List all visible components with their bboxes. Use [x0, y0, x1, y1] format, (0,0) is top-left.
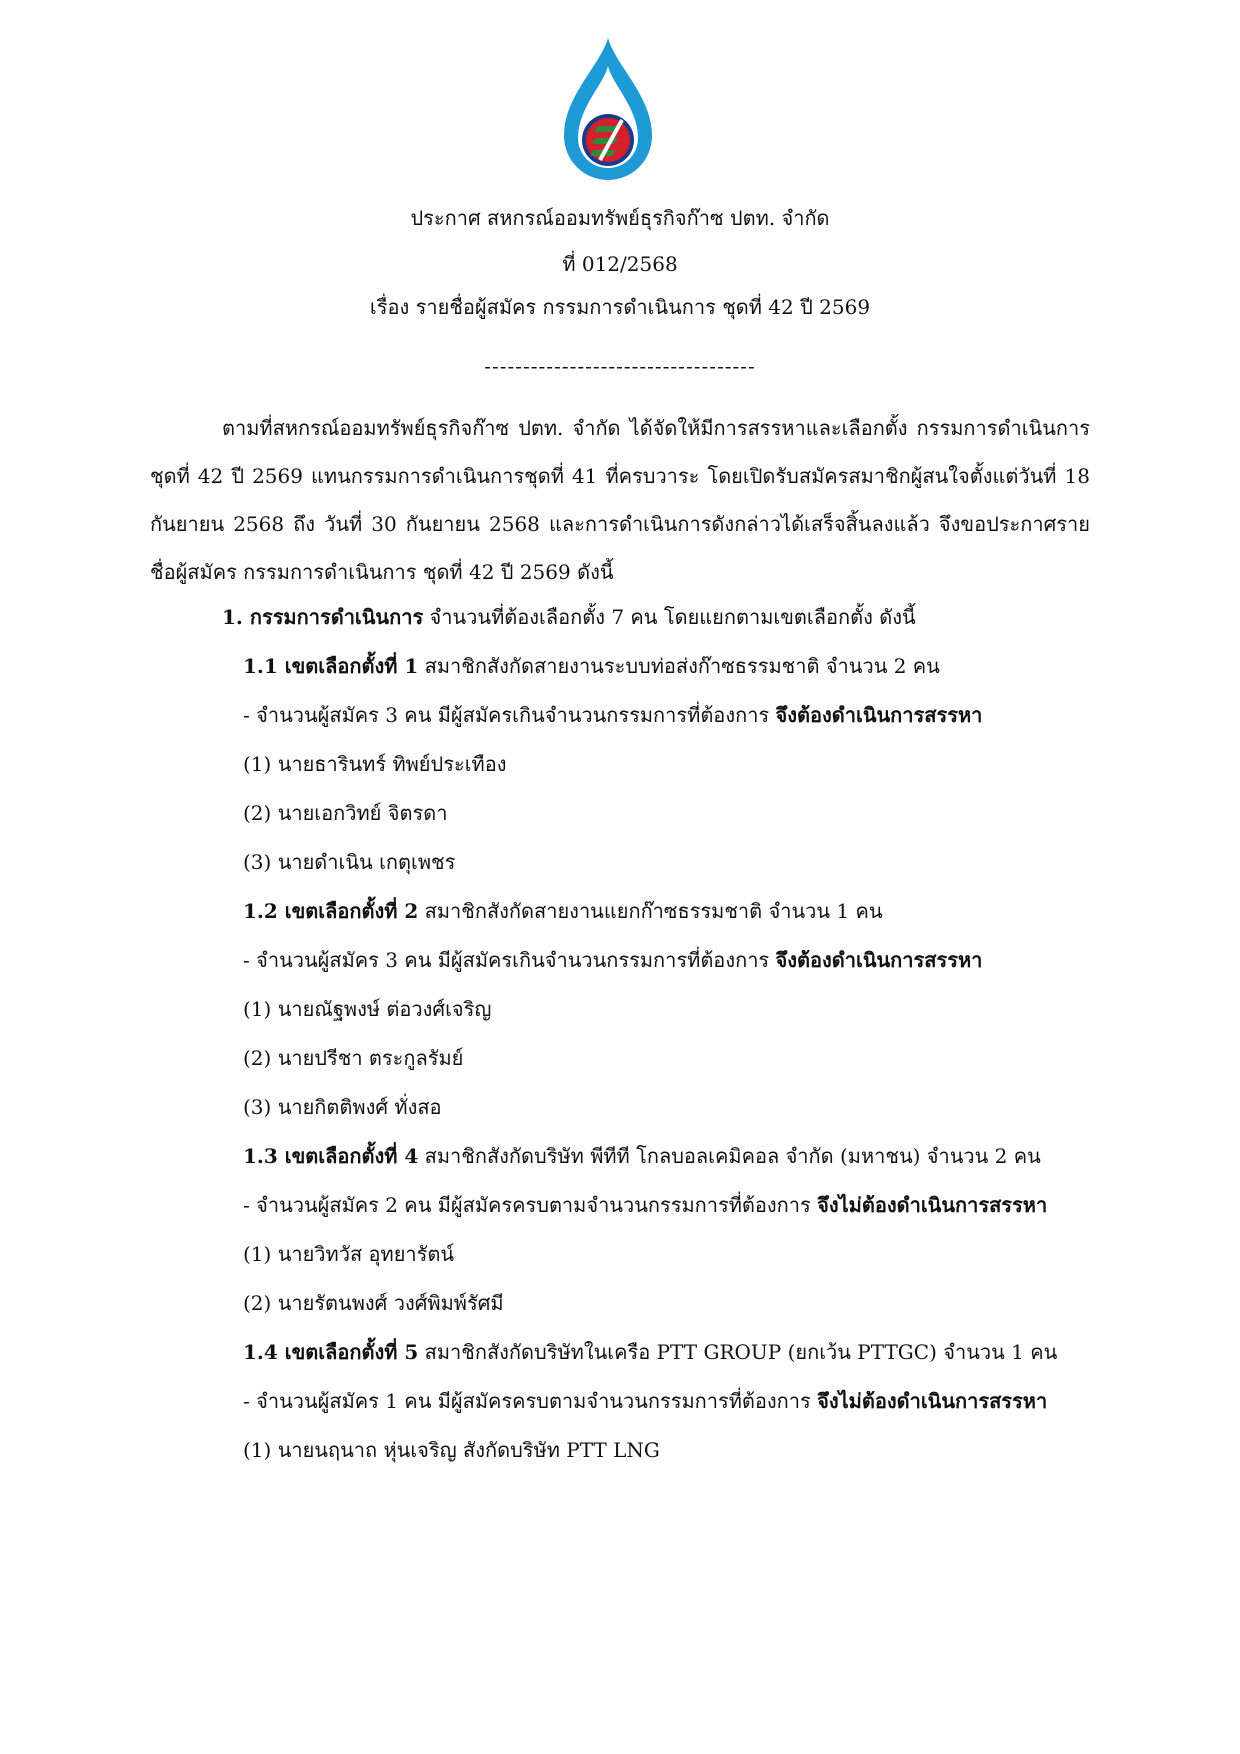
zone-2-status-text: - จำนวนผู้สมัคร 3 คน มีผู้สมัครเกินจำนวนกรรมการที่ต้องการ [243, 948, 776, 972]
zone-1-status-text: - จำนวนผู้สมัคร 3 คน มีผู้สมัครเกินจำนวนกรรมการที่ต้องการ [243, 703, 776, 727]
zone-3-heading [243, 1140, 1041, 1172]
zone-4-status-text: - จำนวนผู้สมัคร 1 คน มีผู้สมัครครบตามจำนวนกรรมการที่ต้องการ [243, 1389, 818, 1413]
intro-paragraph [150, 404, 1090, 596]
announcement-subject: เรื่อง รายชื่อผู้สมัคร กรรมการดำเนินการ ชุดที่ 42 ปี 2569 [369, 295, 871, 319]
zone-2-status-bold: จึงต้องดำเนินการสรรหา [775, 948, 983, 972]
candidate-item: (3) นายดำเนิน เกตุเพชร [243, 850, 456, 874]
announcement-number: ที่ 012/2568 [562, 252, 678, 276]
zone-4-heading-bold: 1.4 เขตเลือกตั้งที่ 5 [243, 1340, 419, 1364]
zone-3-status [243, 1189, 1047, 1221]
zone-1-status [243, 699, 982, 731]
zone-4-heading-rest: สมาชิกสังกัดบริษัทในเครือ PTT GROUP (ยกเว้น PTTGC) จำนวน 1 คน [418, 1340, 1058, 1364]
zone-1-heading-bold: 1.1 เขตเลือกตั้งที่ 1 [243, 654, 419, 678]
announcement-title: ประกาศ สหกรณ์ออมทรัพย์ธุรกิจก๊าซ ปตท. จำกัด [410, 206, 830, 230]
zone-4-status-bold: จึงไม่ต้องดำเนินการสรรหา [817, 1389, 1048, 1413]
zone-2-heading [243, 895, 883, 927]
zone-1-status-bold: จึงต้องดำเนินการสรรหา [775, 703, 983, 727]
candidate-item: (2) นายเอกวิทย์ จิตรดา [243, 801, 448, 825]
zone-4-status [243, 1385, 1047, 1417]
intro-text: ตามที่สหกรณ์ออมทรัพย์ธุรกิจก๊าซ ปตท. จำกัด ได้จัดให้มีการสรรหาและเลือกตั้ง กรรมการดำเนินการ ชุดที่ 42 ปี 2569 แทนกรรมการดำเนินการชุดที่ 41 ที่ครบวาระ โดยเปิดรับสมัครสมาชิกผู้สนใจตั้งแต่วันที่ 18 กันยายน 2568 ถึง วันที่ 30 กันยายน 2568 และการดำเนินการดังกล่าวได้เสร็จสิ้นลงแล้ว จึงขอประกาศรายชื่อผู้สมัคร กรรมการดำเนินการ ชุดที่ 42 ปี 2569 ดังนี้ [150, 416, 1090, 584]
zone-4-heading [243, 1336, 1057, 1368]
candidate-item: (1) นายธารินทร์ ทิพย์ประเทือง [243, 752, 507, 776]
section-1-heading-bold: 1. กรรมการดำเนินการ [222, 605, 424, 629]
candidate-item: (1) นายณัฐพงษ์ ต่อวงศ์เจริญ [243, 997, 492, 1021]
candidate-item: (2) นายปรีชา ตระกูลรัมย์ [243, 1046, 464, 1070]
zone-3-heading-bold: 1.3 เขตเลือกตั้งที่ 4 [243, 1144, 419, 1168]
zone-1-heading [243, 650, 940, 682]
zone-2-status [243, 944, 982, 976]
section-1-heading [222, 601, 916, 633]
candidate-item: (3) นายกิตติพงศ์ ทั่งสอ [243, 1095, 442, 1119]
zone-3-heading-rest: สมาชิกสังกัดบริษัท พีทีที โกลบอลเคมิคอล จำกัด (มหาชน) จำนวน 2 คน [418, 1144, 1041, 1168]
zone-2-heading-bold: 1.2 เขตเลือกตั้งที่ 2 [243, 899, 419, 923]
candidate-item: (2) นายรัตนพงศ์ วงศ์พิมพ์รัศมี [243, 1291, 504, 1315]
pttsc-logo-icon [560, 36, 656, 196]
zone-1-heading-rest: สมาชิกสังกัดสายงานระบบท่อส่งก๊าซธรรมชาติ จำนวน 2 คน [418, 654, 940, 678]
candidate-item: (1) นายวิทวัส อุทยารัตน์ [243, 1242, 455, 1266]
zone-2-heading-rest: สมาชิกสังกัดสายงานแยกก๊าซธรรมชาติ จำนวน 1 คน [418, 899, 883, 923]
candidate-item: (1) นายนฤนาถ หุ่นเจริญ สังกัดบริษัท PTT LNG [243, 1438, 660, 1462]
zone-3-status-bold: จึงไม่ต้องดำเนินการสรรหา [817, 1193, 1048, 1217]
section-1-heading-rest: จำนวนที่ต้องเลือกตั้ง 7 คน โดยแยกตามเขตเลือกตั้ง ดังนี้ [423, 605, 916, 629]
separator-line: ----------------------------------- [484, 354, 756, 378]
zone-3-status-text: - จำนวนผู้สมัคร 2 คน มีผู้สมัครครบตามจำนวนกรรมการที่ต้องการ [243, 1193, 818, 1217]
